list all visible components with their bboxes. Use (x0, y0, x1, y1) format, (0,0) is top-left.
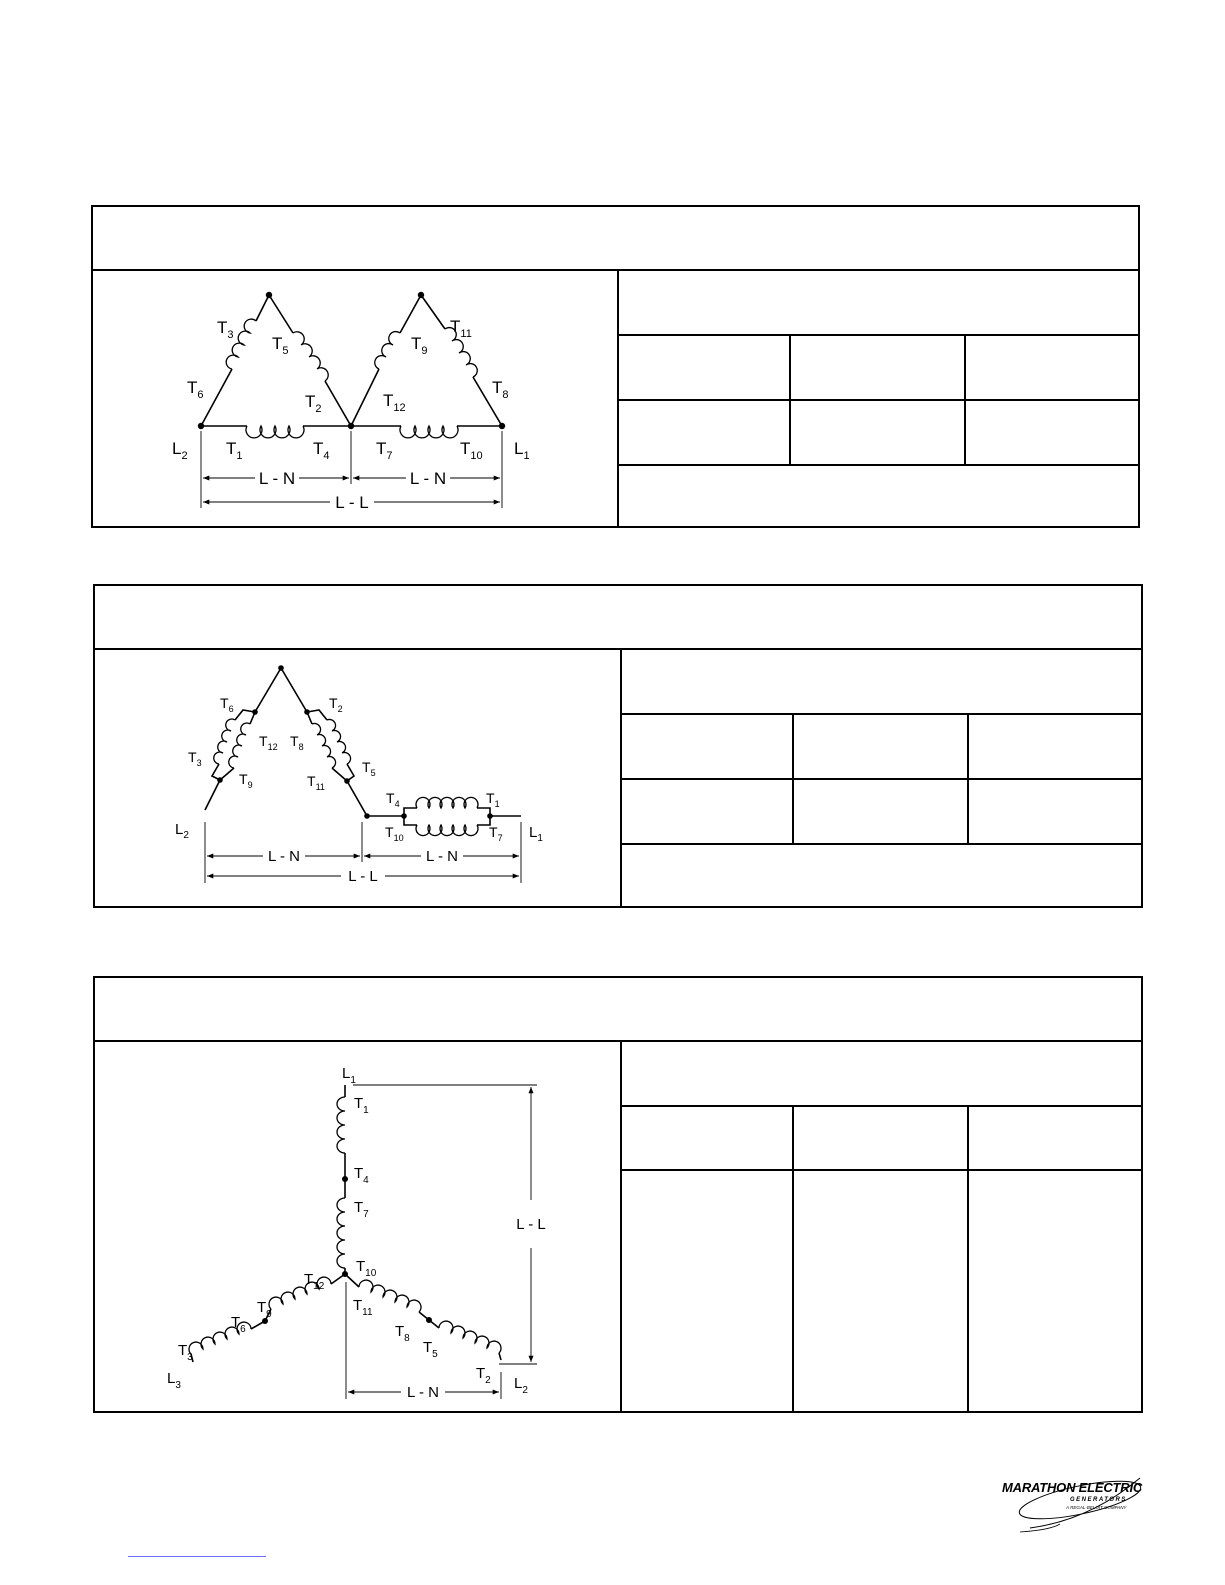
column-divider (789, 336, 791, 466)
label-t7: $T_7$ (489, 824, 503, 843)
label-t10: $T_{10}$ (460, 439, 483, 462)
column-divider (964, 336, 966, 466)
label-l2: $L_2$ (172, 439, 188, 462)
label-t4: $T_4$ (313, 439, 330, 462)
left-delta (198, 292, 354, 438)
label-t12: $T_{12}$ (383, 391, 406, 414)
label-t12: $T_{12}$ (259, 733, 278, 752)
logo-tagline: A REGAL-BELOIT COMPANY (1066, 1505, 1127, 1510)
table-row (617, 401, 1138, 466)
logo-sub: GENERATORS (1070, 1497, 1127, 1503)
label-t8: $T_8$ (492, 378, 509, 401)
data-table (617, 271, 1138, 526)
label-l2: $L_2$ (514, 1375, 528, 1396)
series-delta-diagram (93, 271, 617, 526)
right-delta (351, 292, 505, 438)
label-t6: $T_6$ (231, 1314, 246, 1335)
table-row (620, 780, 1141, 845)
label-t5: $T_5$ (423, 1339, 438, 1360)
parallel-delta-panel (93, 584, 1143, 908)
label-t3: $T_3$ (217, 318, 234, 341)
table-header-row (620, 1042, 1141, 1107)
label-ll: L - L (516, 1216, 546, 1233)
label-t1: $T_1$ (486, 790, 500, 809)
data-table (620, 1042, 1141, 1411)
label-ln-right: L - N (409, 469, 447, 488)
label-l1: $L_1$ (529, 824, 543, 844)
diagram-cell (95, 650, 622, 906)
label-t9: $T_9$ (411, 334, 428, 357)
label-t7: $T_7$ (354, 1199, 369, 1220)
label-t11: $T_{11}$ (353, 1297, 373, 1318)
column-divider (967, 1107, 969, 1411)
label-t2: $T_2$ (329, 695, 343, 714)
diagram-cell (93, 271, 619, 526)
column-divider (792, 715, 794, 845)
label-ln-left: L - N (258, 469, 296, 488)
dimension-lines (346, 1085, 537, 1399)
label-t1: $T_1$ (354, 1095, 369, 1116)
label-t3: $T_3$ (178, 1342, 193, 1363)
label-t10: $T_{10}$ (385, 824, 404, 843)
label-ll: L - L (335, 493, 369, 512)
series-wye-diagram (95, 1042, 620, 1411)
label-t9: $T_9$ (257, 1299, 272, 1320)
panel-title-row (93, 207, 1138, 271)
column-divider (967, 715, 969, 845)
diagram-cell (95, 1042, 622, 1411)
label-t12: $T_{12}$ (304, 1271, 325, 1292)
label-ll: L - L (348, 868, 378, 885)
label-l3: $L_3$ (167, 1370, 181, 1391)
label-ln: L - N (407, 1384, 439, 1401)
label-t2: $T_2$ (305, 392, 322, 415)
logo-brand: MARATHON ELECTRIC (1002, 1480, 1143, 1495)
label-l2: $L_2$ (175, 821, 189, 841)
label-t4: $T_4$ (386, 790, 400, 809)
label-t8: $T_8$ (290, 733, 304, 752)
panel-title-row (95, 586, 1141, 650)
label-ln-right: L - N (426, 848, 458, 865)
label-t6: $T_6$ (220, 695, 234, 714)
table-row (617, 336, 1138, 401)
marathon-electric-logo (1000, 1470, 1160, 1540)
data-table (620, 650, 1141, 906)
table-row (620, 1107, 1141, 1171)
label-t3: $T_3$ (188, 749, 202, 768)
footer-link-underline[interactable] (128, 1556, 266, 1557)
parallel-delta-windings (205, 665, 521, 835)
label-t1: $T_1$ (226, 439, 243, 462)
label-t2: $T_2$ (476, 1365, 491, 1386)
label-t11: $T_{11}$ (450, 317, 472, 340)
label-t5: $T_5$ (362, 759, 376, 778)
table-row (620, 1171, 1141, 1411)
label-l1: $L_1$ (514, 439, 530, 462)
label-t5: $T_5$ (272, 334, 289, 357)
series-delta-panel (91, 205, 1140, 528)
label-t4: $T_4$ (354, 1165, 369, 1186)
label-t7: $T_7$ (376, 439, 393, 462)
label-ln-left: L - N (268, 848, 300, 865)
column-divider (792, 1107, 794, 1411)
series-wye-panel (93, 976, 1143, 1413)
label-l1: $L_1$ (342, 1065, 356, 1086)
table-header-row (620, 650, 1141, 715)
label-t11: $T_{11}$ (307, 773, 325, 792)
label-t6: $T_6$ (187, 378, 204, 401)
table-row (620, 715, 1141, 780)
panel-title-row (95, 978, 1141, 1042)
label-t10: $T_{10}$ (356, 1258, 377, 1279)
table-header-row (617, 271, 1138, 336)
parallel-delta-diagram (95, 650, 620, 906)
label-t8: $T_8$ (395, 1323, 410, 1344)
label-t9: $T_9$ (239, 771, 253, 790)
